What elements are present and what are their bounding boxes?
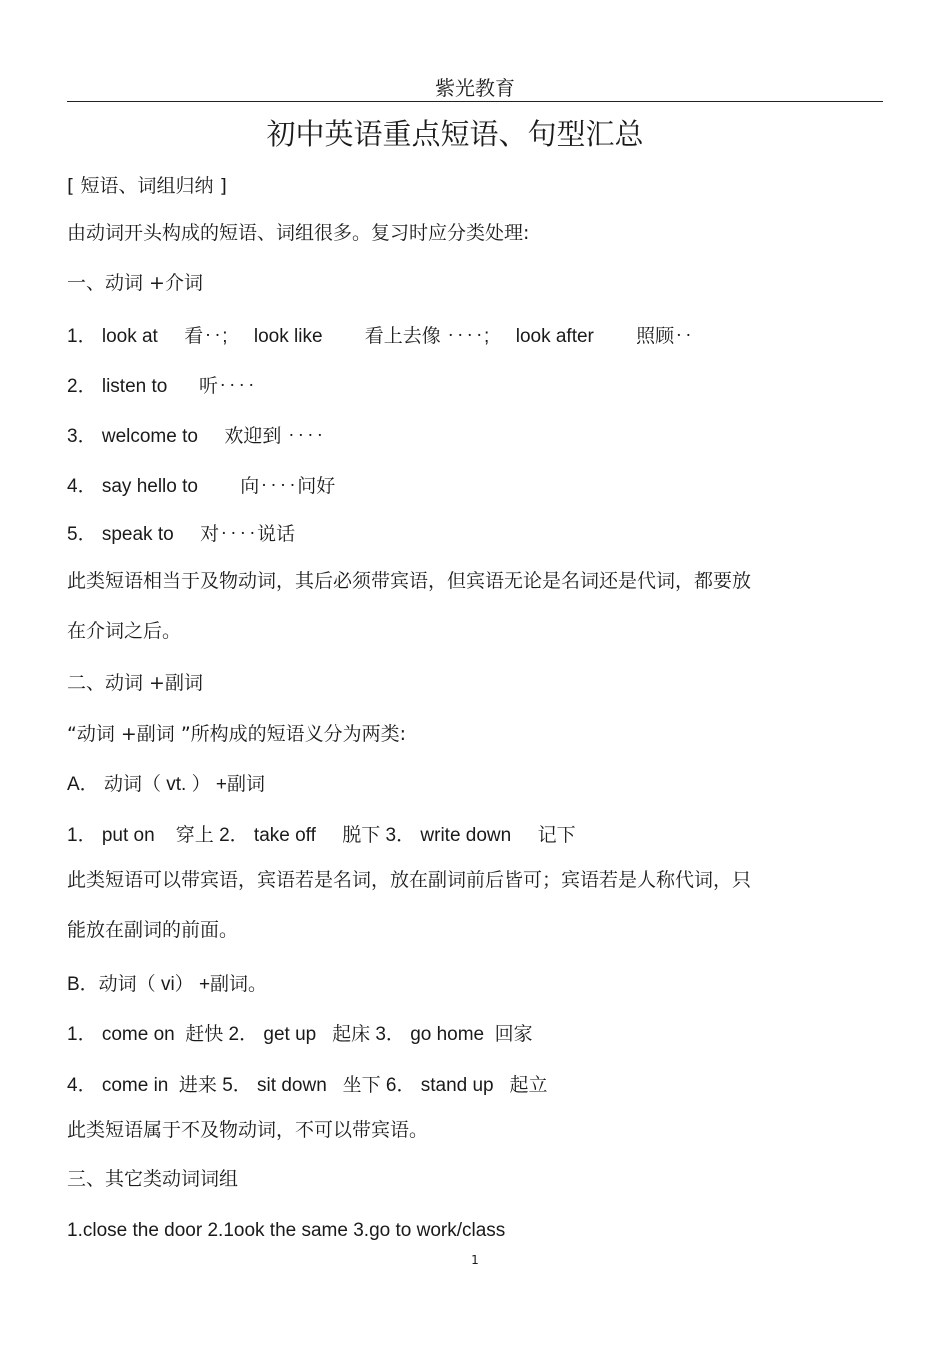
subsection-heading: B．动词（ vi） +副词。 bbox=[67, 974, 268, 995]
body-text: 在介词之后。 bbox=[67, 620, 182, 642]
section-heading: 三、其它类动词词组 bbox=[67, 1168, 239, 1190]
section-label: [ 短语、词组归纳 ] bbox=[67, 175, 227, 197]
body-text: 此类短语相当于及物动词，其后必须带宾语，但宾语无论是名词还是代词，都要放 bbox=[67, 570, 752, 592]
phrase-line: 1． put on 穿上 2． take off 脱下 3． write down 记下 bbox=[67, 825, 576, 846]
body-text: 此类短语属于不及物动词，不可以带宾语。 bbox=[67, 1119, 429, 1141]
phrase-line: 1． look at 看‥; look like 看上去像 ‥‥; look after 照顾‥ bbox=[67, 326, 694, 347]
page-header: 紫光教育 bbox=[435, 76, 515, 100]
page-number: 1 bbox=[471, 1253, 479, 1267]
header-rule bbox=[67, 101, 883, 102]
section-heading: 一、动词 +介词 bbox=[67, 272, 203, 294]
phrase-line: 4． come in 进来 5． sit down 坐下 6． stand up 起立 bbox=[67, 1075, 548, 1096]
phrase-line: 2． listen to 听‥‥ bbox=[67, 376, 256, 397]
phrase-line: 3． welcome to 欢迎到 ‥‥ bbox=[67, 426, 325, 447]
phrase-line: 5． speak to 对‥‥说话 bbox=[67, 524, 296, 545]
body-text: “动词 +副词 ”所构成的短语义分为两类: bbox=[67, 723, 407, 745]
subsection-heading: A． 动词（ vt. ） +副词 bbox=[67, 774, 265, 795]
phrase-line: 1.close the door 2.1ook the same 3.go to work/class bbox=[67, 1220, 506, 1241]
body-text: 能放在副词的前面。 bbox=[67, 919, 239, 941]
section-heading: 二、动词 +副词 bbox=[67, 672, 203, 694]
phrase-line: 4． say hello to 向‥‥问好 bbox=[67, 476, 336, 497]
body-text: 由动词开头构成的短语、词组很多。复习时应分类处理: bbox=[67, 222, 530, 244]
document-title: 初中英语重点短语、句型汇总 bbox=[266, 117, 644, 151]
body-text: 此类短语可以带宾语，宾语若是名词，放在副词前后皆可；宾语若是人称代词，只 bbox=[67, 869, 752, 891]
phrase-line: 1． come on 赶快 2． get up 起床 3． go home 回家 bbox=[67, 1024, 533, 1045]
